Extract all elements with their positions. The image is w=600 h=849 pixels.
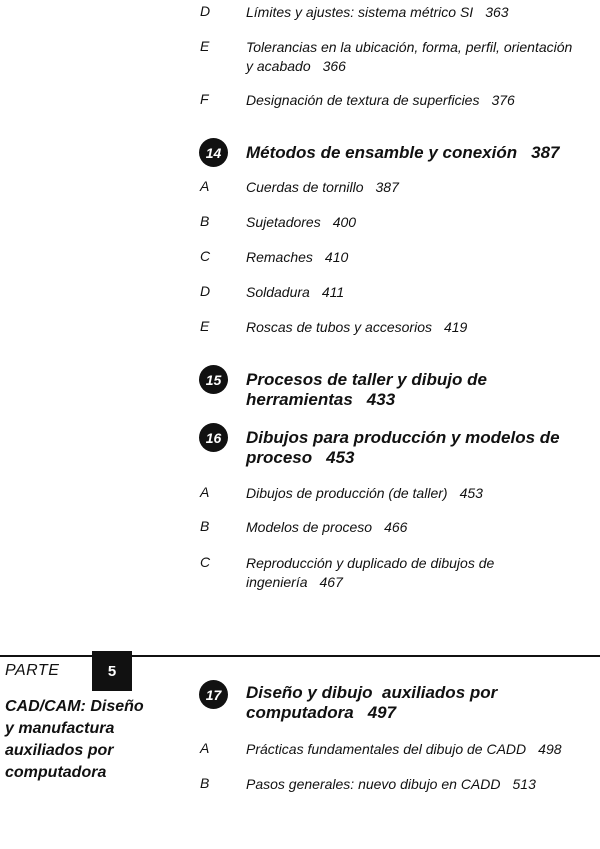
part-label: PARTE bbox=[5, 662, 60, 679]
chapter-title-line2: herramientas bbox=[246, 390, 353, 409]
entry-page: 467 bbox=[319, 574, 343, 590]
entry-page: 419 bbox=[443, 319, 468, 335]
entry-title: Remaches bbox=[246, 249, 313, 265]
entry-text bbox=[246, 248, 348, 267]
chapter-number-badge: 16 bbox=[199, 423, 228, 452]
chapter-title bbox=[246, 683, 497, 723]
entry-title: Dibujos de producción (de taller) bbox=[246, 485, 448, 501]
part-title-line: CAD/CAM: Diseño bbox=[5, 698, 144, 715]
chapter-title-text: Métodos de ensamble y conexión bbox=[246, 143, 518, 162]
entry-letter: A bbox=[200, 740, 210, 756]
entry-text bbox=[246, 213, 356, 232]
entry-title-line2: y acabado bbox=[246, 58, 311, 74]
chapter-number-badge: 15 bbox=[199, 365, 228, 394]
entry-title: Límites y ajustes: sistema métrico SI bbox=[246, 4, 474, 20]
entry-page: 363 bbox=[485, 4, 509, 20]
chapter-title-line1: Procesos de taller y dibujo de bbox=[246, 370, 487, 389]
entry-text bbox=[246, 178, 399, 197]
entry-title: Designación de textura de superficies bbox=[246, 92, 480, 108]
entry-text bbox=[246, 554, 494, 592]
entry-page: 410 bbox=[324, 249, 349, 265]
part-divider-rule bbox=[0, 655, 600, 657]
entry-text bbox=[246, 518, 407, 537]
chapter-number-badge: 14 bbox=[199, 138, 228, 167]
entry-letter: F bbox=[200, 91, 209, 107]
entry-text bbox=[246, 3, 509, 22]
chapter-title-line2: computadora bbox=[246, 703, 354, 722]
entry-text bbox=[246, 775, 536, 794]
entry-letter: A bbox=[200, 178, 210, 194]
part-title-line: y manufactura bbox=[5, 720, 115, 737]
entry-text bbox=[246, 318, 467, 337]
entry-letter: B bbox=[200, 213, 210, 229]
chapter-title bbox=[246, 143, 560, 163]
entry-letter: E bbox=[200, 38, 210, 54]
entry-letter: D bbox=[200, 283, 211, 299]
entry-page: 466 bbox=[384, 519, 408, 535]
chapter-page: 387 bbox=[531, 143, 560, 162]
entry-page: 387 bbox=[375, 179, 399, 195]
entry-title: Prácticas fundamentales del dibujo de CADD bbox=[246, 741, 527, 757]
entry-title-line1: Reproducción y duplicado de dibujos de bbox=[246, 555, 495, 571]
entry-letter: E bbox=[200, 318, 210, 334]
chapter-title bbox=[246, 428, 560, 468]
entry-title-line2: ingeniería bbox=[246, 574, 308, 590]
chapter-title-line2: proceso bbox=[246, 448, 313, 467]
entry-title: Roscas de tubos y accesorios bbox=[246, 319, 432, 335]
entry-letter: B bbox=[200, 775, 210, 791]
entry-letter: C bbox=[200, 554, 211, 570]
entry-letter: A bbox=[200, 484, 210, 500]
entry-page: 453 bbox=[459, 485, 483, 501]
chapter-page: 497 bbox=[367, 703, 397, 722]
entry-letter: B bbox=[200, 518, 210, 534]
chapter-title-line1: Dibujos para producción y modelos de bbox=[246, 428, 560, 447]
entry-page: 376 bbox=[491, 92, 515, 108]
part-title-line: computadora bbox=[5, 764, 107, 781]
entry-title: Pasos generales: nuevo dibujo en CADD bbox=[246, 776, 501, 792]
entry-text bbox=[246, 740, 562, 759]
entry-page: 400 bbox=[332, 214, 357, 230]
entry-page: 498 bbox=[538, 741, 562, 757]
entry-text bbox=[246, 283, 344, 302]
entry-title: Modelos de proceso bbox=[246, 519, 373, 535]
entry-page: 411 bbox=[321, 284, 345, 300]
entry-title: Cuerdas de tornillo bbox=[246, 179, 364, 195]
chapter-page: 433 bbox=[366, 390, 396, 409]
entry-title: Soldadura bbox=[246, 284, 310, 300]
entry-page: 366 bbox=[322, 58, 346, 74]
entry-text bbox=[246, 38, 600, 76]
entry-text bbox=[246, 91, 515, 110]
chapter-title bbox=[246, 370, 487, 410]
entry-page: 513 bbox=[512, 776, 536, 792]
entry-text bbox=[246, 484, 483, 503]
entry-title-line1: Tolerancias en la ubicación, forma, perfil, orientación bbox=[246, 39, 573, 55]
entry-letter: C bbox=[200, 248, 211, 264]
entry-letter: D bbox=[200, 3, 211, 19]
part-number-box: 5 bbox=[92, 651, 132, 691]
part-title-line: auxiliados por bbox=[5, 742, 114, 759]
entry-title: Sujetadores bbox=[246, 214, 321, 230]
chapter-title-line1: Diseño y dibujo auxiliados por bbox=[246, 683, 498, 702]
chapter-page: 453 bbox=[326, 448, 355, 467]
part-title bbox=[5, 696, 144, 784]
chapter-number-badge: 17 bbox=[199, 680, 228, 709]
